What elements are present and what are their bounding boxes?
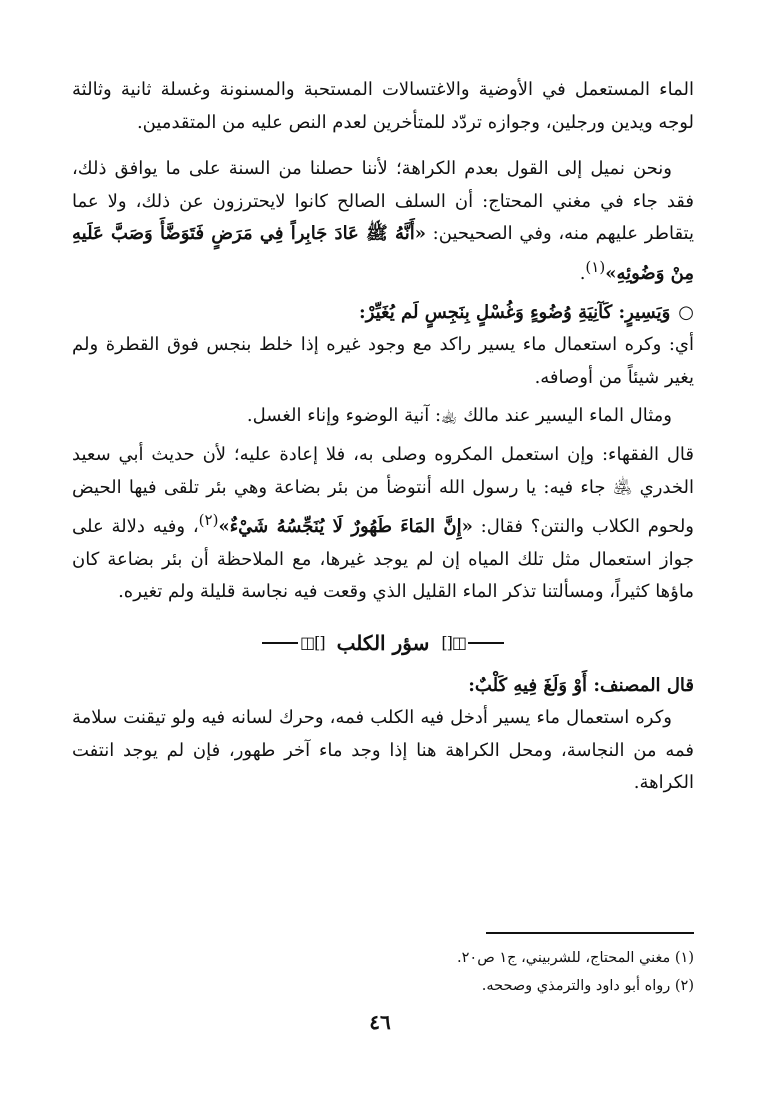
hadith-quote-2: «إِنَّ المَاءَ طَهُورٌ لَا يُنَجِّسُهُ شَيْءٌ» — [218, 516, 473, 538]
paragraph-5-end: ، وفيه دلالة على جواز استعمال مثل تلك المياه إن لم يوجد غيرها، مع الملاحظة أن بئر بضاعة كان ماؤها كثيراً، ومسألتنا تذكر الماء القليل الذي وقعت فيه نجاسة قليلة ولم تغيره. — [72, 516, 694, 603]
paragraph-2-text: ونحن نميل إلى القول بعدم الكراهة؛ لأننا حصلنا من السنة على ما يوافق ذلك، فقد جاء في مغني المحتاج: أن السلف الصالح كانوا لايحترزون عن ذلك، ولا عما يتقاطر عليهم منه، وفي الصحيحين: — [72, 158, 695, 245]
heading-line-left — [262, 642, 298, 644]
paragraph-6: وكره استعمال ماء يسير أدخل فيه الكلب فمه، وحرك لسانه فيه ولو تيقنت سلامة فمه من النجاسة، ومحل الكراهة هنا إذا وجد ماء آخر طهور، فإن لم يوجد انتفت الكراهة. — [72, 707, 694, 794]
matn-text: وَيَسِيرٍ: كَآنِيَةِ وُضُوءٍ وَغُسْلٍ بِنَجِسٍ لَم يُغَيِّرْ: — [359, 301, 671, 323]
footnote-ref-2[interactable]: (٢) — [198, 511, 219, 530]
author-text: أَوْ وَلَغَ فِيهِ كَلْبٌ: — [468, 674, 588, 696]
paragraph-2 — [72, 153, 694, 290]
matn-line — [72, 297, 694, 330]
paragraph-3: أي: وكره استعمال ماء يسير راكد مع وجود غيره إذا خلط بنجس فوق القطرة ولم يغير شيئاً من أوصافه. — [72, 334, 694, 388]
footnote-ref-1[interactable]: (١) — [585, 257, 606, 276]
page-number: ٤٦ — [369, 1010, 391, 1034]
author-label: قال المصنف: — [593, 674, 694, 696]
footnote-divider — [486, 932, 694, 934]
author-statement — [72, 670, 694, 703]
paragraph-5-text: قال الفقهاء: وإن استعمل المكروه وصلى به، فلا إعادة عليه؛ لأن حديث أبي سعيد الخدري ﵁ جاء فيه: يا رسول الله أنتوضأ من بئر بضاعة وهي بئر تلقى فيها الحيض ولحوم الكلاب والنتن؟ فقال: — [72, 443, 695, 538]
paragraph-5 — [72, 439, 694, 609]
heading-line-right — [468, 642, 504, 644]
main-text — [72, 74, 694, 800]
footnotes — [68, 944, 694, 1000]
paragraph-2-end: . — [579, 262, 586, 284]
footnote-1: (١) مغني المحتاج، للشربيني، ج١ ص٢٠. — [457, 950, 694, 966]
footnote-2: (٢) رواه أبو داود والترمذي وصححه. — [481, 978, 694, 994]
heading-ornament-right-icon: []◫ — [441, 632, 466, 652]
heading-ornament-left-icon: ◫[] — [300, 632, 325, 652]
paragraph-4: ومثال الماء اليسير عند مالك ﵀: آنية الوضوء وإناء الغسل. — [246, 405, 672, 427]
section-title: سؤر الكلب — [336, 630, 430, 655]
hadith-quote-1: «أَنَّهُ ﷺ عَادَ جَابِراً فِي مَرَضٍ فَتَوَضَّأَ وَصَبَّ عَلَيهِ مِنْ وَضُوئِهِ» — [72, 223, 694, 284]
bullet-circle-icon: ○ — [678, 301, 694, 323]
section-heading — [72, 627, 694, 660]
paragraph-1: الماء المستعمل في الأوضية والاغتسالات المستحبة والمسنونة وغسلة ثانية وثالثة لوجه ويدين ورجلين، وجوازه تردّد للمتأخرين لعدم النص عليه من المتقدمين. — [72, 79, 694, 133]
